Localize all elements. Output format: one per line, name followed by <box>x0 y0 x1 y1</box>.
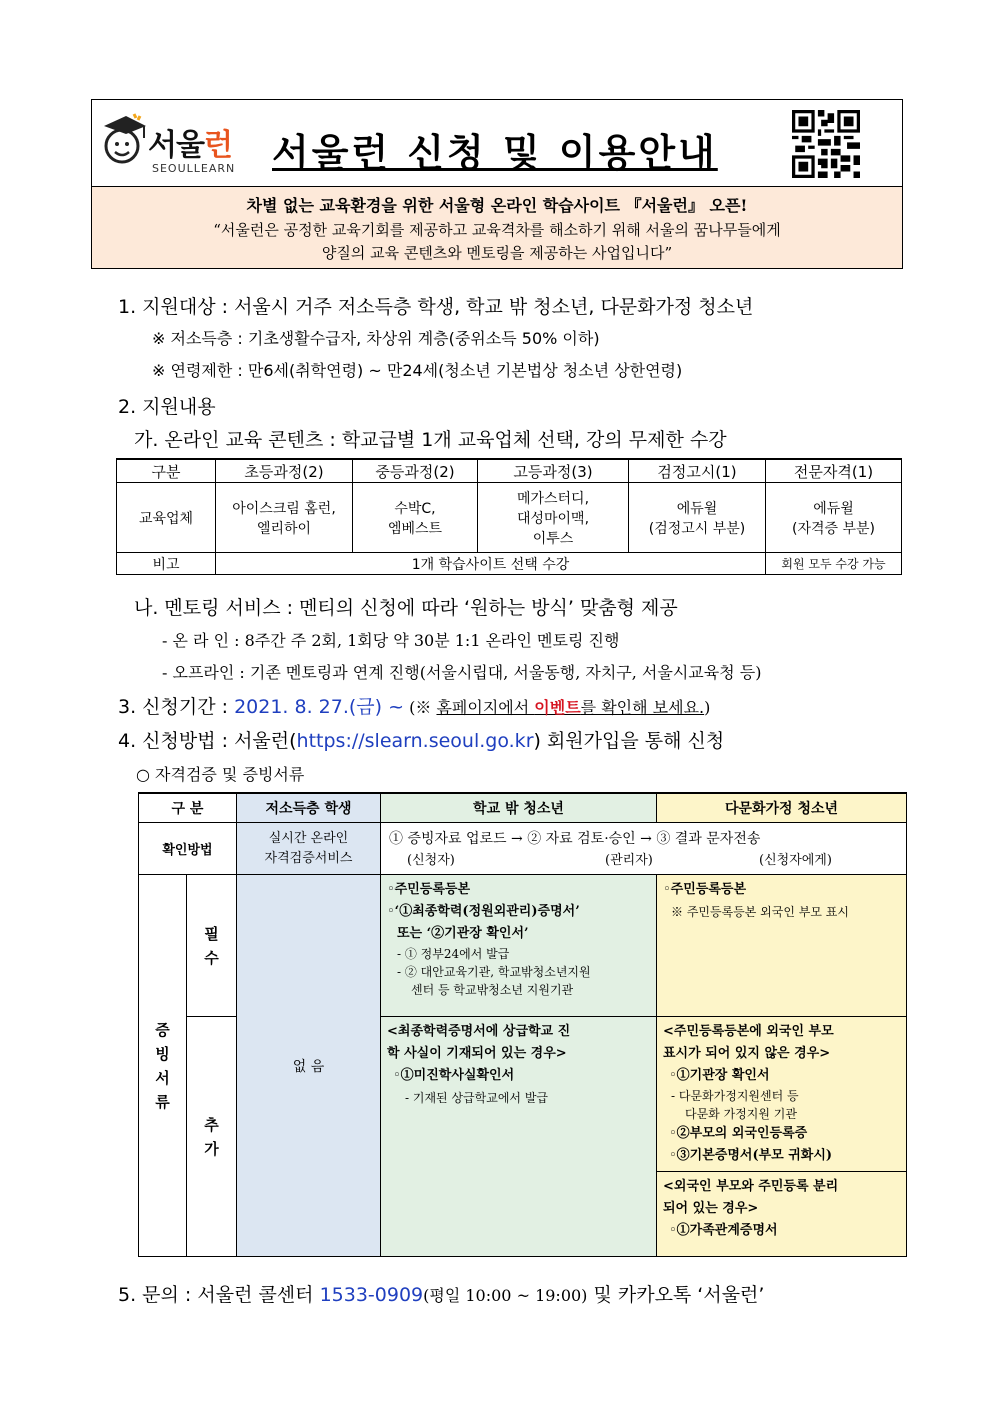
header-top <box>92 100 902 187</box>
doc-item: ◦주민등록등본 <box>663 882 747 897</box>
content-table-note: 1개 학습사이트 선택 수강 <box>216 553 766 575</box>
section-3-note-open: (※ <box>404 698 437 717</box>
event-link[interactable]: 이벤트 <box>534 698 581 717</box>
doc-condition: 되어 있는 경우> <box>663 1201 759 1216</box>
doc-condition: <주민등록등본에 외국인 부모 <box>663 1024 834 1039</box>
callcenter-phone[interactable]: 1533-0909 <box>319 1284 424 1306</box>
section-2-sub-b: 나. 멘토링 서비스 : 멘티의 신청에 따라 ‘원하는 방식’ 맞춤형 제공 <box>134 597 678 619</box>
section-1-note-age: ※ 연령제한 : 만6세(취학연령) ~ 만24세(청소년 기본법상 청소년 상한연령) <box>152 361 683 380</box>
seoullearn-logo <box>100 108 240 178</box>
content-table <box>116 458 902 575</box>
verification-required-label: 필 수 <box>187 875 237 1017</box>
doc-note: - 다문화가정지원센터 등 <box>671 1089 799 1103</box>
doc-condition: 학 사실이 기재되어 있는 경우> <box>387 1046 567 1061</box>
content-table-header: 전문자격(1) <box>766 459 902 483</box>
required-docs-multicultural <box>657 875 907 1017</box>
content-table-header: 초등과정(2) <box>216 459 353 483</box>
additional-docs-multicultural <box>657 1017 907 1257</box>
qr-code-icon[interactable] <box>792 110 860 178</box>
doc-condition: <최종학력증명서에 상급학교 진 <box>387 1024 571 1039</box>
content-table-cell: 수박C, 엠베스트 <box>353 483 478 553</box>
section-1-note-income: ※ 저소득층 : 기초생활수급자, 차상위 계층(중위소득 50% 이하) <box>152 329 600 348</box>
banner-quote-line-2: 양질의 교육 콘텐츠와 멘토링을 제공하는 사업입니다” <box>321 244 673 262</box>
additional-docs-out-of-school <box>381 1017 657 1257</box>
content-table-header: 중등과정(2) <box>353 459 478 483</box>
verification-header-multicultural: 다문화가정 청소년 <box>657 793 907 823</box>
logo-subtitle: SEOULLEARN <box>152 162 236 175</box>
header-box <box>91 99 903 269</box>
content-table-row-label: 교육업체 <box>117 483 216 553</box>
doc-note: ※ 주민등록등본 외국인 부모 표시 <box>671 905 849 919</box>
content-table-row-label: 비고 <box>117 553 216 575</box>
verification-header-category: 구 분 <box>139 793 237 823</box>
intro-banner <box>92 187 902 268</box>
section-3-heading: 3. 신청기간 : 2021. 8. 27.(금) ~ (※ 홈페이지에서 이벤트를 확인해 보세요.) <box>118 696 711 718</box>
flow-actor: (신청자에게) <box>759 852 832 868</box>
multicultural-case-2 <box>657 1172 906 1246</box>
doc-item: ◦②부모의 외국인등록증 <box>669 1126 808 1141</box>
callcenter-hours: (평일 10:00 ~ 19:00) <box>423 1286 588 1305</box>
verification-table <box>138 792 907 1257</box>
verification-low-income-none: 없 음 <box>237 875 381 1257</box>
verification-flow-actors <box>389 850 906 870</box>
mentoring-offline: - 오프라인 : 기존 멘토링과 연계 진행(서울시립대, 서울동행, 자치구, 서울시교육청 등) <box>162 663 762 682</box>
section-3-note[interactable]: 홈페이지에서 이벤트를 확인해 보세요. <box>436 698 705 717</box>
verification-header-low-income: 저소득층 학생 <box>237 793 381 823</box>
doc-note: - ① 정부24에서 발급 <box>397 947 510 961</box>
doc-item: ◦①기관장 확인서 <box>669 1068 770 1083</box>
section-4-heading: 4. 신청방법 : 서울런(https://slearn.seoul.go.kr) 회원가입을 통해 신청 <box>118 730 725 752</box>
flow-actor: (신청자) <box>407 852 455 868</box>
section-2-sub-a: 가. 온라인 교육 콘텐츠 : 학교급별 1개 교육업체 선택, 강의 무제한 수강 <box>134 429 727 451</box>
verification-additional-label: 추 가 <box>187 1017 237 1257</box>
content-table-header: 구분 <box>117 459 216 483</box>
verification-flow-steps: ① 증빙자료 업로드 → ② 자료 검토·승인 → ③ 결과 문자전송 <box>389 830 761 847</box>
verification-method-flow <box>381 823 907 875</box>
flow-actor: (관리자) <box>605 852 653 868</box>
verification-method-label: 확인방법 <box>139 823 237 875</box>
multicultural-case-1 <box>657 1017 906 1172</box>
section-2-heading: 2. 지원내용 <box>118 396 216 418</box>
logo-wordmark: 서울런 <box>148 128 232 163</box>
doc-note: 센터 등 학교밖청소년 지원기관 <box>411 983 574 997</box>
content-table-header: 검정고시(1) <box>629 459 766 483</box>
application-date: 2021. 8. 27.(금) ~ <box>234 696 405 718</box>
doc-item: ◦①가족관계증명서 <box>669 1223 778 1238</box>
content-table-cell: 메가스터디, 대성마이맥, 이투스 <box>478 483 629 553</box>
mentoring-online: - 온 라 인 : 8주간 주 2회, 1회당 약 30분 1:1 온라인 멘토링 진행 <box>162 631 620 650</box>
verification-header-out-of-school: 학교 밖 청소년 <box>381 793 657 823</box>
seoullearn-url-link[interactable]: https://slearn.seoul.go.kr <box>296 730 534 752</box>
content-table-header: 고등과정(3) <box>478 459 629 483</box>
page-title: 서울런 신청 및 이용안내 <box>272 131 718 175</box>
doc-condition: 표시가 되어 있지 않은 경우> <box>663 1046 831 1061</box>
verification-docs-label: 증 빙 서 류 <box>139 875 187 1257</box>
doc-item: ◦주민등록등본 <box>387 882 471 897</box>
banner-headline: 차별 없는 교육환경을 위한 서울형 온라인 학습사이트 『서울런』 오픈! <box>246 196 748 215</box>
doc-note: 다문화 가정지원 기관 <box>685 1107 797 1121</box>
doc-condition: <외국인 부모와 주민등록 분리 <box>663 1179 839 1194</box>
content-table-note: 회원 모두 수강 가능 <box>766 553 902 575</box>
section-1-heading: 1. 지원대상 : 서울시 거주 저소득층 학생, 학교 밖 청소년, 다문화가정 청소년 <box>118 296 754 318</box>
required-docs-out-of-school <box>381 875 657 1017</box>
doc-item: ◦‘①최종학력(정원외관리)증명서’ <box>387 904 580 919</box>
content-table-cell: 에듀윌 (검정고시 부분) <box>629 483 766 553</box>
doc-item: ◦③기본증명서(부모 귀화시) <box>669 1148 833 1163</box>
doc-item: ◦①미진학사실확인서 <box>393 1068 515 1083</box>
content-table-cell: 아이스크림 홈런, 엘리하이 <box>216 483 353 553</box>
doc-item: 또는 ‘②기관장 확인서’ <box>397 926 529 941</box>
mascot-icon <box>100 112 148 172</box>
doc-note: - ② 대안교육기관, 학교밖청소년지원 <box>397 965 591 979</box>
section-3-label: 3. 신청기간 : <box>118 696 235 718</box>
verification-method-low-income: 실시간 온라인 자격검증서비스 <box>237 823 381 875</box>
content-table-cell: 에듀윌 (자격증 부분) <box>766 483 902 553</box>
section-5-heading: 5. 문의 : 서울런 콜센터 1533-0909(평일 10:00 ~ 19:00) 및 카카오톡 ‘서울런’ <box>118 1284 765 1306</box>
doc-note: - 기재된 상급학교에서 발급 <box>405 1091 549 1105</box>
section-4-sub: ○ 자격검증 및 증빙서류 <box>136 765 305 784</box>
banner-quote-line-1: “서울런은 공정한 교육기회를 제공하고 교육격차를 해소하기 위해 서울의 꿈나무들에게 <box>213 221 781 239</box>
